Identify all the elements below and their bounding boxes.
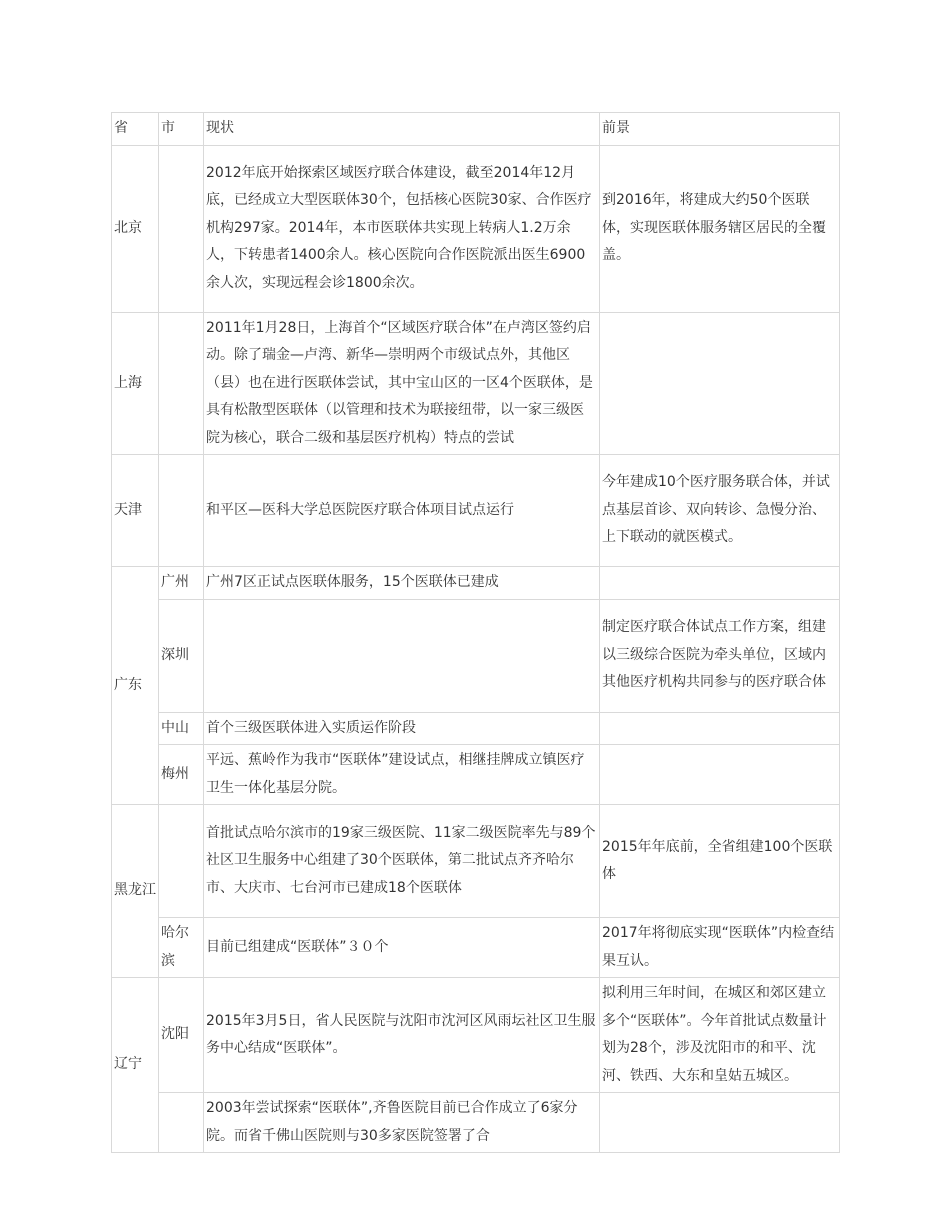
cell-province: 上海 [112,312,159,455]
table-row [112,918,840,978]
cell-status: 平远、蕉岭作为我市“医联体”建设试点，相继挂牌成立镇医疗卫生一体化基层分院。 [204,745,600,805]
cell-outlook: 2015年年底前，全省组建100个医联体 [600,805,840,918]
cell-province: 辽宁 [112,978,159,1153]
header-province: 省 [112,113,159,146]
table-row [112,312,840,455]
cell-province: 北京 [112,145,159,312]
cell-city [159,145,204,312]
cell-outlook [600,745,840,805]
cell-city: 中山 [159,712,204,745]
table-row [112,978,840,1093]
cell-status: 首个三级医联体进入实质运作阶段 [204,712,600,745]
medical-alliance-table [111,112,840,1153]
cell-status: 和平区—医科大学总医院医疗联合体项目试点运行 [204,455,600,567]
cell-status: 2011年1月28日，上海首个“区域医疗联合体”在卢湾区签约启动。除了瑞金—卢湾、新华—崇明两个市级试点外，其他区（县）也在进行医联体尝试，其中宝山区的一区4个医联体，是具有松散型医联体（以管理和技术为联接纽带，以一家三级医院为核心，联合二级和基层医疗机构）特点的尝试 [204,312,600,455]
cell-status: 2015年3月5日，省人民医院与沈阳市沈河区风雨坛社区卫生服务中心结成“医联体”。 [204,978,600,1093]
cell-city [159,312,204,455]
table-row [112,1093,840,1153]
cell-outlook: 拟利用三年时间，在城区和郊区建立多个“医联体”。今年首批试点数量计划为28个，涉及沈阳市的和平、沈河、铁西、大东和皇姑五城区。 [600,978,840,1093]
cell-status: 广州7区正试点医联体服务，15个医联体已建成 [204,567,600,600]
cell-province: 广东 [112,567,159,805]
cell-province: 黑龙江 [112,805,159,978]
cell-city [159,455,204,567]
cell-outlook [600,312,840,455]
header-status: 现状 [204,113,600,146]
cell-status [204,599,600,712]
header-outlook: 前景 [600,113,840,146]
table-header-row [112,113,840,146]
cell-city: 沈阳 [159,978,204,1093]
cell-outlook: 制定医疗联合体试点工作方案，组建以三级综合医院为牵头单位，区域内其他医疗机构共同参与的医疗联合体 [600,599,840,712]
cell-city: 深圳 [159,599,204,712]
cell-status: 2012年底开始探索区域医疗联合体建设，截至2014年12月底，已经成立大型医联体30个，包括核心医院30家、合作医疗机构297家。2014年，本市医联体共实现上转病人1.2万余人，下转患者1400余人。核心医院向合作医院派出医生6900余人次，实现远程会诊1800余次。 [204,145,600,312]
header-city: 市 [159,113,204,146]
cell-city: 梅州 [159,745,204,805]
cell-outlook [600,567,840,600]
cell-outlook: 今年建成10个医疗服务联合体，并试点基层首诊、双向转诊、急慢分治、上下联动的就医模式。 [600,455,840,567]
cell-city: 哈尔滨 [159,918,204,978]
table-row [112,712,840,745]
table-row [112,145,840,312]
cell-status: 目前已组建成“医联体”３０个 [204,918,600,978]
cell-outlook [600,712,840,745]
table-row [112,599,840,712]
table-row [112,455,840,567]
cell-city: 广州 [159,567,204,600]
cell-outlook [600,1093,840,1153]
table-row [112,805,840,918]
cell-outlook: 2017年将彻底实现“医联体”内检查结果互认。 [600,918,840,978]
table-row [112,567,840,600]
cell-city [159,805,204,918]
table-row [112,745,840,805]
cell-city [159,1093,204,1153]
cell-status: 首批试点哈尔滨市的19家三级医院、11家二级医院率先与89个社区卫生服务中心组建了30个医联体，第二批试点齐齐哈尔市、大庆市、七台河市已建成18个医联体 [204,805,600,918]
cell-outlook: 到2016年，将建成大约50个医联体，实现医联体服务辖区居民的全覆盖。 [600,145,840,312]
cell-status: 2003年尝试探索“医联体”,齐鲁医院目前已合作成立了6家分院。而省千佛山医院则与30多家医院签署了合 [204,1093,600,1153]
cell-province: 天津 [112,455,159,567]
